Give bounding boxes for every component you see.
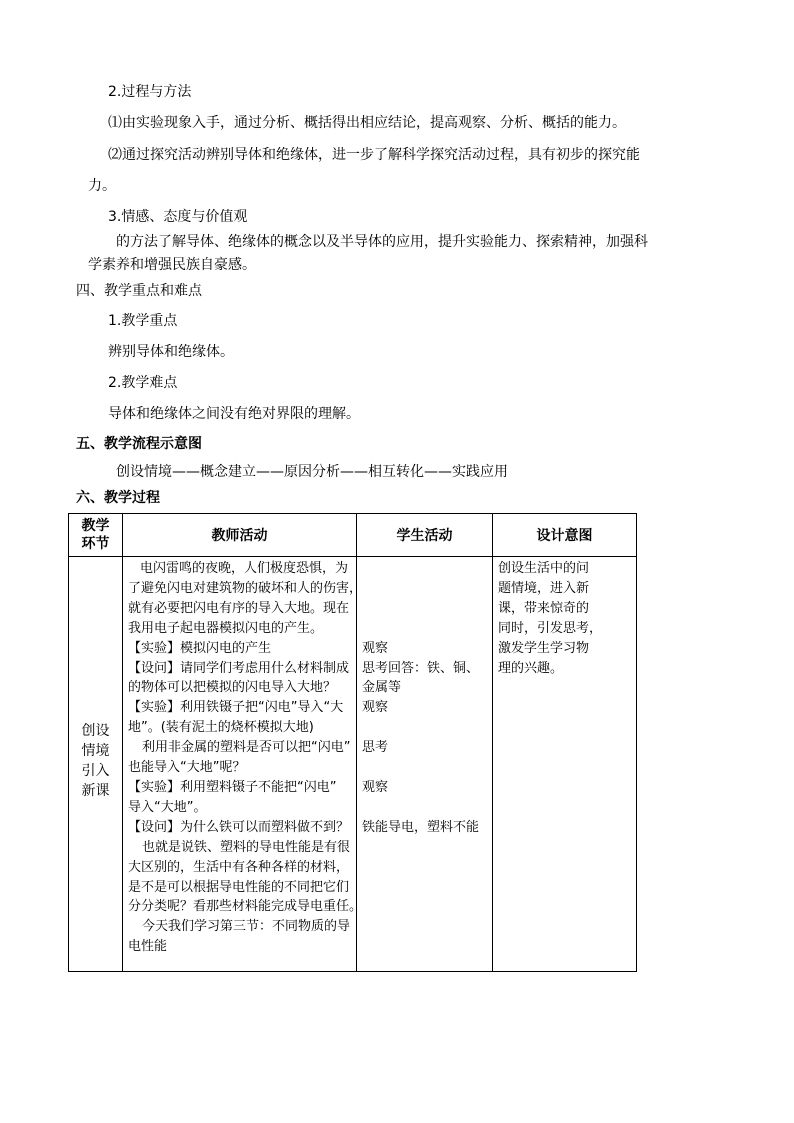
emotion-line-1: 的方法了解导体、绝缘体的概念以及半导体的应用，提升实验能力、探索精神，加强科 <box>116 234 648 250</box>
teacher-line: 【设问】为什么铁可以而塑料做不到？ <box>128 819 350 835</box>
teacher-line: 分分类呢？看那些材料能完成导电重任。 <box>128 899 363 915</box>
difficulty-label: 2.教学难点 <box>108 375 178 391</box>
teacher-line: 了避免闪电对建筑物的破坏和人的伤害， <box>128 580 363 596</box>
design-line: 题情境，进入新 <box>498 580 590 596</box>
header-teacher: 教师活动 <box>123 514 357 557</box>
emotion-line-2: 学素养和增强民族自豪感。 <box>88 257 256 273</box>
design-line: 课，带来惊奇的 <box>498 600 590 616</box>
teacher-line: 我用电子起电器模拟闪电的产生。 <box>128 620 324 636</box>
design-line: 激发学生学习物 <box>498 640 590 656</box>
stage-text-3: 引入 <box>81 763 110 779</box>
stage-text-2: 情境 <box>81 743 110 759</box>
teacher-line: 的物体可以把模拟的闪电导入大地？ <box>128 680 337 696</box>
teacher-line: 也能导入“大地”呢？ <box>128 760 246 776</box>
emotion-heading: 3.情感、态度与价值观 <box>108 209 248 225</box>
teacher-line: 电闪雷鸣的夜晚，人们极度恐惧，为 <box>140 561 349 576</box>
teacher-line: 【设问】请同学们考虑用什么材料制成 <box>128 660 350 676</box>
teacher-line: 地”。(装有泥土的烧杯模拟大地) <box>128 720 314 736</box>
teacher-line: 也就是说铁、塑料的导电性能是有很 <box>142 839 351 855</box>
student-line <box>362 619 488 639</box>
section-five-heading: 五、教学流程示意图 <box>76 436 202 452</box>
teacher-line: 利用非金属的塑料是否可以把“闪电” <box>142 740 351 756</box>
stage-cell <box>69 557 123 972</box>
design-line: 创设生活中的问 <box>498 561 590 576</box>
process-method-item-1: ⑴由实验现象入手，通过分析、概括得出相应结论，提高观察、分析、概括的能力。 <box>108 115 626 131</box>
table-header-row <box>69 514 637 557</box>
teacher-line: 导入“大地”。 <box>128 799 207 815</box>
section-six-heading: 六、教学过程 <box>76 490 160 506</box>
student-line: 金属等 <box>362 680 402 696</box>
teacher-line: 电性能 <box>128 939 168 955</box>
design-line: 理的兴趣。 <box>498 660 564 676</box>
student-line: 观察 <box>362 779 389 795</box>
header-stage <box>69 514 123 557</box>
student-line: 铁能导电，塑料不能 <box>362 819 480 835</box>
design-line: 同时，引发思考， <box>498 620 603 636</box>
header-design: 设计意图 <box>493 514 637 557</box>
teacher-line: 今天我们学习第三节：不同物质的导 <box>142 919 351 935</box>
student-line <box>362 718 488 738</box>
teacher-line: 【实验】利用塑料镊子不能把“闪电” <box>128 779 337 795</box>
teaching-flow: 创设情境——概念建立——原因分析——相互转化——实践应用 <box>116 464 508 480</box>
stage-text-4: 新课 <box>81 783 110 799</box>
student-line <box>362 599 488 619</box>
student-line: 观察 <box>362 700 389 716</box>
student-line <box>362 559 488 579</box>
process-method-heading: 2.过程与方法 <box>108 84 192 100</box>
student-activity-cell <box>357 557 493 972</box>
header-stage-line1: 教学 <box>81 518 110 534</box>
teaching-process-table <box>68 513 637 972</box>
difficulty-text: 导体和绝缘体之间没有绝对界限的理解。 <box>108 406 360 422</box>
stage-text-1: 创设 <box>81 723 110 739</box>
student-line <box>362 579 488 599</box>
student-line <box>362 798 488 818</box>
teacher-line: 是不是可以根据导电性能的不同把它们 <box>128 879 350 895</box>
student-line: 思考 <box>362 740 389 756</box>
teacher-line: 就有必要把闪电有序的导入大地。现在 <box>128 600 350 616</box>
teacher-line: 大区别的，生活中有各种各样的材料， <box>128 859 350 875</box>
key-point-text: 辨别导体和绝缘体。 <box>108 344 234 360</box>
section-four-heading: 四、教学重点和难点 <box>76 283 202 299</box>
header-student: 学生活动 <box>357 514 493 557</box>
student-line: 思考回答：铁、铜、 <box>362 660 480 676</box>
design-intent-cell <box>493 557 637 972</box>
table-row <box>69 557 637 972</box>
key-point-label: 1.教学重点 <box>108 313 178 329</box>
process-method-item-2-line2: 力。 <box>88 178 116 194</box>
student-line <box>362 758 488 778</box>
process-method-item-2-line1: ⑵通过探究活动辨别导体和绝缘体，进一步了解科学探究活动过程，具有初步的探究能 <box>108 147 640 163</box>
header-stage-line2: 环节 <box>81 536 110 552</box>
teacher-line: 【实验】模拟闪电的产生 <box>128 640 272 656</box>
teacher-activity-cell <box>123 557 363 972</box>
teacher-line: 【实验】利用铁镊子把“闪电”导入“大 <box>128 700 344 716</box>
student-line: 观察 <box>362 640 389 656</box>
